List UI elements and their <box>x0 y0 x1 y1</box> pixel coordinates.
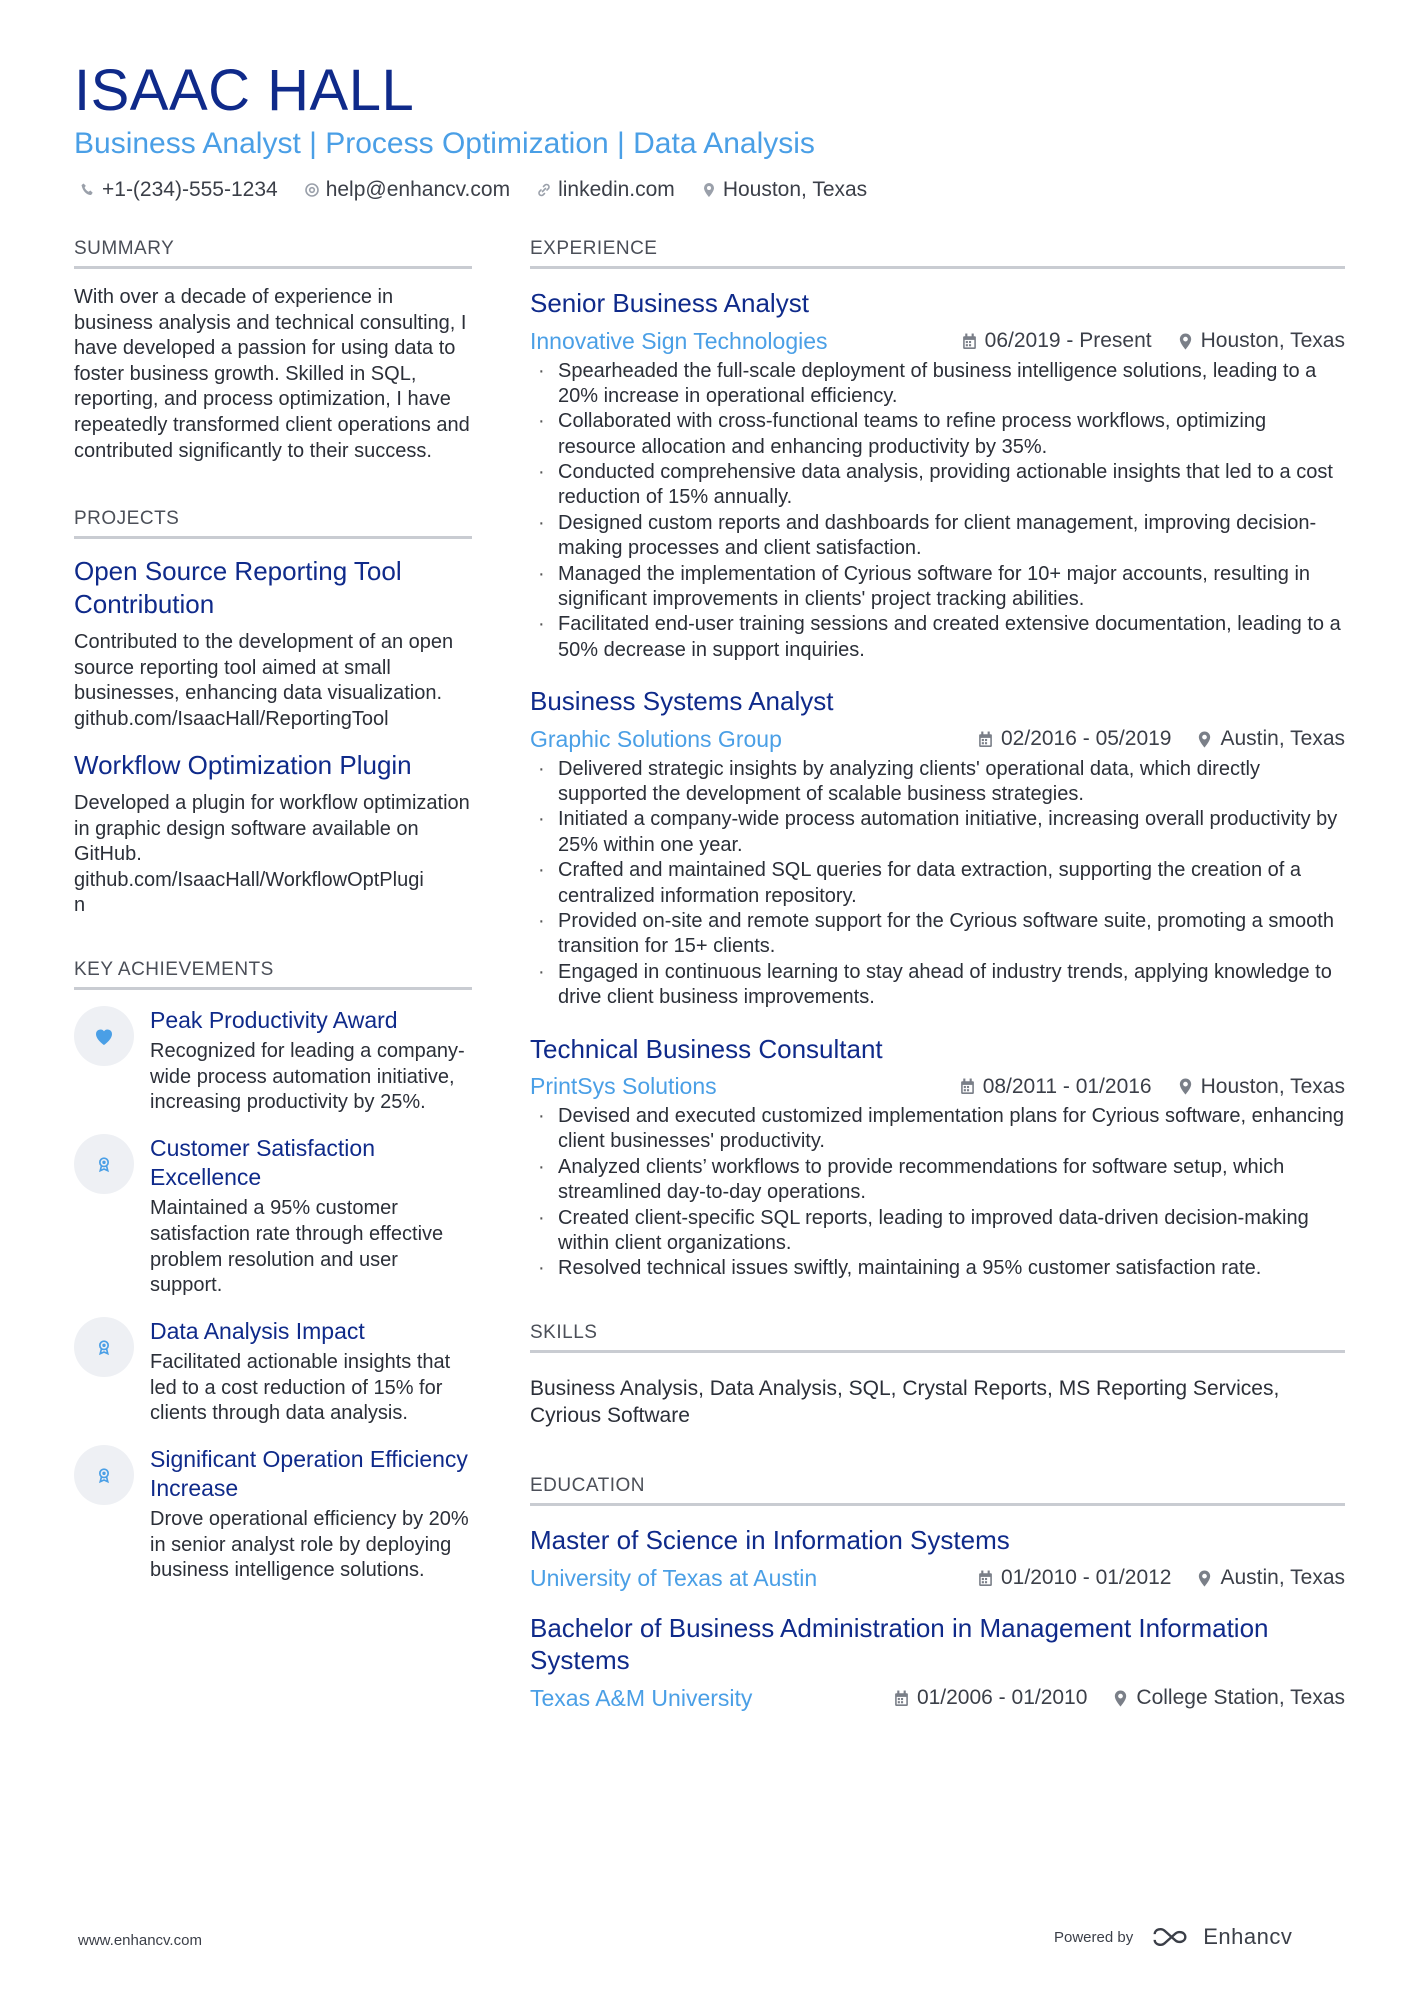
job-bullet: · Devised and executed customized implementation plans for Cyrious software, enhancing client businesses' productivity. <box>530 1104 1345 1155</box>
phone-icon <box>80 182 96 198</box>
calendar-icon <box>960 1078 975 1095</box>
job-dates <box>960 1075 1152 1099</box>
location-pin-icon <box>1113 1690 1128 1707</box>
calendar-icon <box>978 731 993 748</box>
achievement-title: Significant Operation Efficiency Increase <box>150 1445 468 1501</box>
achievement-item <box>74 1134 472 1299</box>
education-entry <box>530 1612 1345 1712</box>
education-dates <box>894 1686 1087 1710</box>
education-dates <box>978 1566 1171 1590</box>
education-location-text: College Station, Texas <box>1136 1686 1345 1710</box>
school-name: University of Texas at Austin <box>530 1564 818 1591</box>
company-name: Graphic Solutions Group <box>530 725 782 752</box>
footer-branding <box>1054 1924 1292 1950</box>
project-title: Workflow Optimization Plugin <box>74 749 412 780</box>
achievement-description: Drove operational efficiency by 20% in senior analyst role by deploying business intelligence solutions. <box>150 1508 469 1582</box>
calendar-icon <box>978 1570 993 1587</box>
project-description: Developed a plugin for workflow optimization in graphic design software available on GitHub. github.com/IsaacHall/WorkflowOptPlugi n <box>74 792 470 917</box>
projects-heading: PROJECTS <box>74 508 472 539</box>
project-link[interactable]: github.com/IsaacHall/ReportingTool <box>74 707 389 730</box>
achievement-description: Recognized for leading a company-wide process automation initiative, increasing productivity by 25%. <box>150 1040 465 1114</box>
education-heading: EDUCATION <box>530 1475 1345 1506</box>
degree-title: Master of Science in Information Systems <box>530 1525 1010 1556</box>
enhancv-logo-icon <box>1147 1925 1193 1949</box>
job-entry <box>530 685 1345 1010</box>
job-location-text: Austin, Texas <box>1220 727 1345 751</box>
enhancv-logo-text: Enhancv <box>1203 1924 1293 1949</box>
location-pin-icon <box>1178 1078 1193 1095</box>
at-icon <box>304 182 320 198</box>
location-pin-icon <box>1197 731 1212 748</box>
powered-by-label: Powered by <box>1054 1928 1134 1946</box>
job-bullets <box>530 757 1345 1011</box>
achievements-heading: KEY ACHIEVEMENTS <box>74 959 472 990</box>
contact-location <box>701 178 867 202</box>
left-column <box>74 238 472 1602</box>
phone-text: +1-(234)-555-1234 <box>102 178 278 201</box>
job-bullet: · Crafted and maintained SQL queries for data extraction, supporting the creation of a centralized information repository. <box>530 858 1345 909</box>
job-bullet: · Analyzed clients’ workflows to provide recommendations for software setup, which streamlined day-to-day operations. <box>530 1155 1345 1206</box>
job-entry <box>530 1033 1345 1282</box>
achievement-item <box>74 1445 472 1584</box>
job-dates <box>978 727 1171 751</box>
achievement-title: Data Analysis Impact <box>150 1317 365 1344</box>
location-text: Houston, Texas <box>722 178 868 201</box>
linkedin-text: linkedin.com <box>558 178 675 201</box>
education-dates-text: 01/2006 - 01/2010 <box>916 1686 1088 1710</box>
job-dates-text: 02/2016 - 05/2019 <box>1001 727 1172 751</box>
contact-linkedin[interactable] <box>536 178 675 202</box>
job-dates-text: 06/2019 - Present <box>984 329 1152 352</box>
summary-text: With over a decade of experience in business analysis and technical consulting, I have developed a passion for using data to foster business growth. Skilled in SQL, reporting, and process optimization, I have repeatedly transformed client operations and contributed significantly to their success. <box>74 286 470 462</box>
location-pin-icon <box>701 182 717 198</box>
job-bullet: · Conducted comprehensive data analysis, providing actionable insights that led to a cost reduction of 15% annually. <box>530 460 1345 511</box>
company-name: PrintSys Solutions <box>530 1073 717 1100</box>
link-icon <box>536 182 552 198</box>
job-title: Business Systems Analyst <box>530 686 834 717</box>
achievement-item <box>74 1006 472 1116</box>
achievement-title: Peak Productivity Award <box>150 1007 398 1033</box>
job-bullet: · Delivered strategic insights by analyzing clients' operational data, which directly supported the development of scalable business strategies. <box>530 757 1345 808</box>
job-bullet: · Provided on-site and remote support for the Cyrious software suite, promoting a smooth transition for 15+ clients. <box>530 909 1345 960</box>
achievement-item <box>74 1317 472 1427</box>
skills-heading: SKILLS <box>530 1322 1345 1353</box>
job-location <box>1178 329 1345 353</box>
education-location <box>1197 1566 1345 1590</box>
project-description <box>74 630 472 732</box>
job-bullet: · Spearheaded the full-scale deployment of business intelligence solutions, leading to a 20% increase in operational efficiency. <box>530 359 1345 410</box>
heart-icon <box>74 1006 134 1066</box>
education-location <box>1113 1686 1345 1710</box>
project-title: Open Source Reporting Tool Contribution <box>74 556 402 619</box>
location-pin-icon <box>1197 1570 1212 1587</box>
experience-heading: EXPERIENCE <box>530 238 1345 269</box>
job-bullet: · Engaged in continuous learning to stay ahead of industry trends, applying knowledge to drive client business improvements. <box>530 960 1345 1011</box>
job-bullet: · Created client-specific SQL reports, leading to improved data-driven decision-making within client organizations. <box>530 1206 1345 1257</box>
candidate-name: ISAAC HALL <box>74 58 415 123</box>
job-bullet: · Managed the implementation of Cyrious software for 10+ major accounts, resulting in significant improvements in clients' project tracking abilities. <box>530 562 1345 613</box>
project-item <box>74 555 472 732</box>
project-item <box>74 749 472 919</box>
job-bullets <box>530 1104 1345 1282</box>
company-name: Innovative Sign Technologies <box>530 327 828 354</box>
job-entry <box>530 287 1345 663</box>
job-bullets <box>530 359 1345 664</box>
calendar-icon <box>894 1690 909 1707</box>
job-title: Technical Business Consultant <box>530 1033 883 1064</box>
job-bullet: · Initiated a company-wide process automation initiative, increasing overall productivity by 25% within one year. <box>530 807 1345 858</box>
job-bullet: · Facilitated end-user training sessions and created extensive documentation, leading to a 50% decrease in support inquiries. <box>530 612 1345 663</box>
job-location-text: Houston, Texas <box>1200 1074 1345 1098</box>
achievement-description: Maintained a 95% customer satisfaction rate through effective problem resolution and user support. <box>150 1197 444 1297</box>
right-column <box>530 238 1345 1732</box>
contact-bar <box>80 178 867 202</box>
skills-text: Business Analysis, Data Analysis, SQL, Crystal Reports, MS Reporting Services, Cyrious Software <box>530 1376 1280 1428</box>
job-bullet: · Resolved technical issues swiftly, maintaining a 95% customer satisfaction rate. <box>530 1256 1345 1281</box>
education-location-text: Austin, Texas <box>1220 1566 1345 1590</box>
job-location-text: Houston, Texas <box>1200 329 1345 352</box>
location-pin-icon <box>1178 333 1193 350</box>
project-description-text: Developed a plugin for workflow optimization in graphic design software available on GitHub. <box>74 792 470 866</box>
calendar-icon <box>962 333 977 350</box>
contact-email[interactable] <box>304 178 510 202</box>
award-icon <box>74 1317 134 1377</box>
summary-heading: SUMMARY <box>74 238 472 269</box>
achievement-title: Customer Satisfaction Excellence <box>150 1134 375 1191</box>
job-location <box>1197 727 1345 751</box>
education-entry <box>530 1524 1345 1592</box>
headline: Business Analyst | Process Optimization | Data Analysis <box>74 127 815 160</box>
footer-website[interactable]: www.enhancv.com <box>78 1932 202 1949</box>
job-location <box>1178 1075 1345 1099</box>
job-dates <box>962 329 1152 353</box>
project-description-text: Contributed to the development of an open source reporting tool aimed at small businesses, enhancing data visualization. <box>74 631 454 705</box>
job-bullet: · Collaborated with cross-functional teams to refine process workflows, optimizing resource allocation and enhancing productivity by 35%. <box>530 409 1345 460</box>
award-icon <box>74 1134 134 1194</box>
job-dates-text: 08/2011 - 01/2016 <box>982 1074 1152 1098</box>
contact-phone[interactable] <box>80 178 278 202</box>
degree-title: Bachelor of Business Administration in Management Information Systems <box>530 1612 1269 1676</box>
award-icon <box>74 1445 134 1505</box>
education-dates-text: 01/2010 - 01/2012 <box>1001 1566 1172 1590</box>
email-text: help@enhancv.com <box>325 178 511 201</box>
job-bullet: · Designed custom reports and dashboards for client management, improving decision-making processes and client satisfaction. <box>530 511 1345 562</box>
school-name: Texas A&M University <box>530 1684 753 1711</box>
enhancv-logo[interactable] <box>1147 1924 1292 1950</box>
job-title: Senior Business Analyst <box>530 288 809 318</box>
achievement-description: Facilitated actionable insights that led to a cost reduction of 15% for clients through data analysis. <box>150 1350 451 1425</box>
